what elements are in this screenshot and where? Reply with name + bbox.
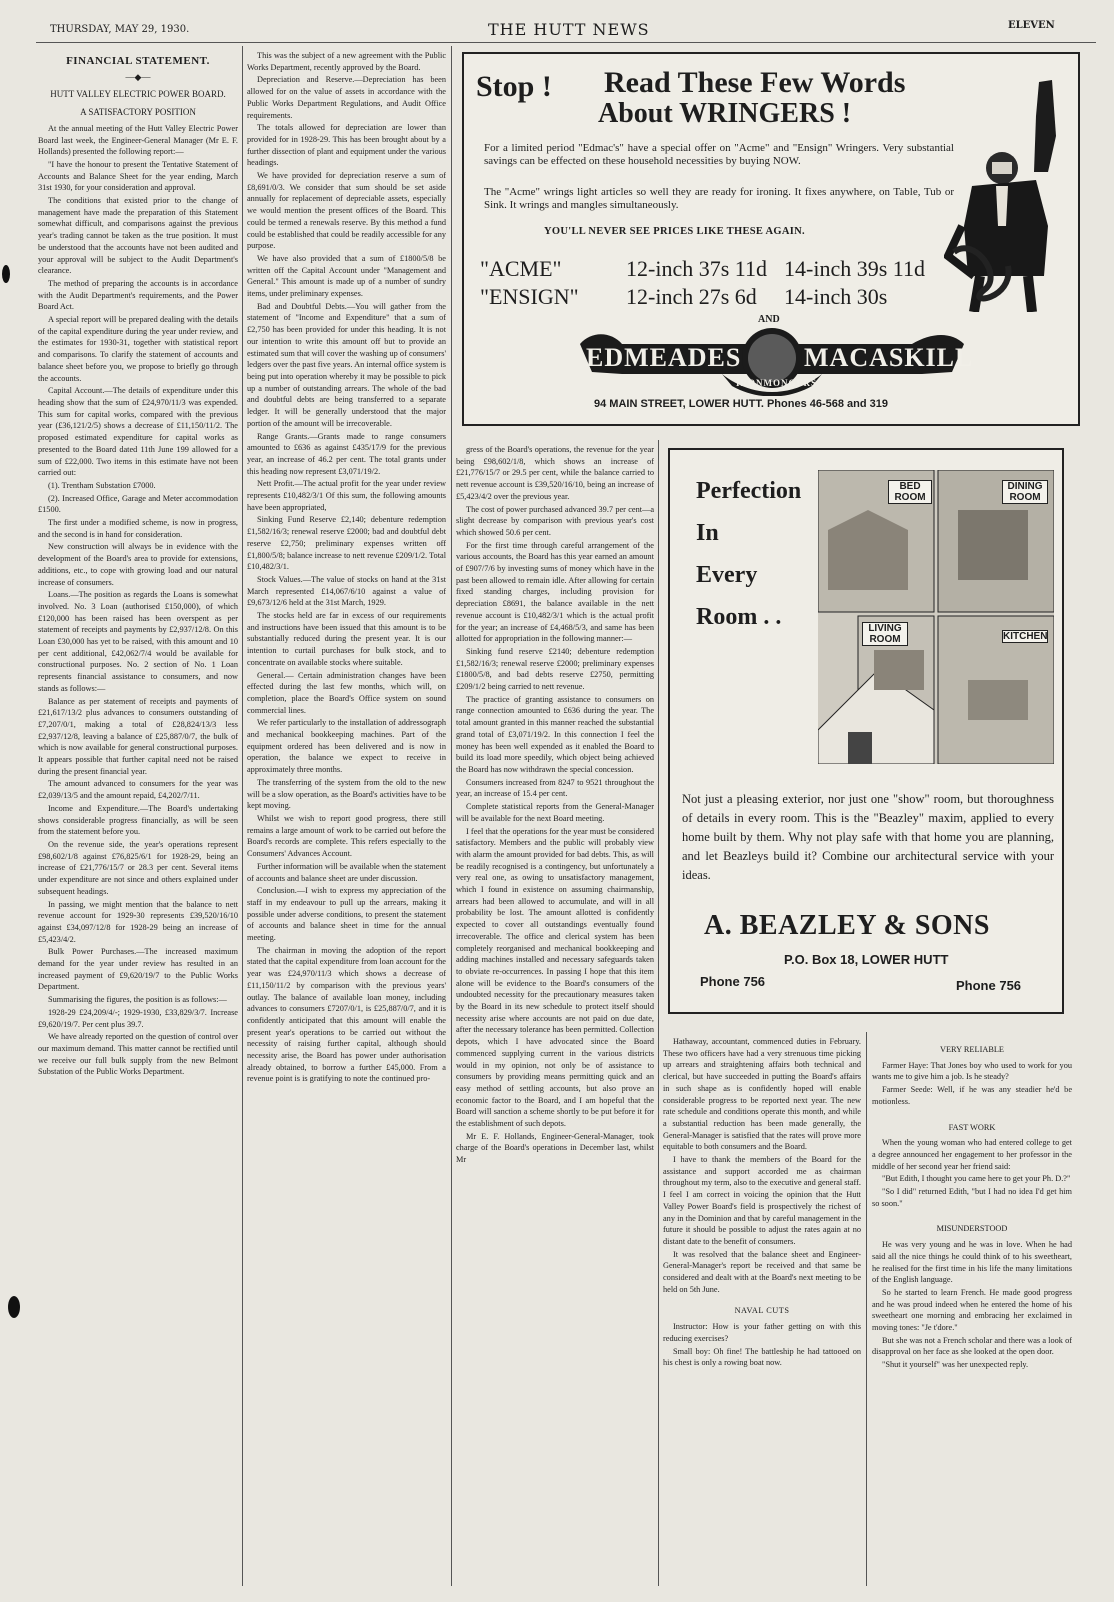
paragraph: gress of the Board's operations, the revenue for the year being £98,602/1/8, which shows an increase of £21,776/15/7 or 29.5 per cent, while the balance carried to nett revenue account is £39,520/16/10, being an increase of £5,423/4/2 over the previous year. <box>456 445 654 501</box>
price-row-acme-name: "ACME" <box>480 256 562 281</box>
masthead-date: THURSDAY, MAY 29, 1930. <box>50 24 190 35</box>
article-body-2 <box>247 50 446 1085</box>
price-row-ensign-12: 12-inch 27s 6d <box>626 284 757 309</box>
joke-line: When the young woman who had entered college to get a degree announced her engagement to her professor in the middle of her second year her friend said: <box>872 1138 1072 1171</box>
paragraph: Balance as per statement of receipts and payments of £21,617/13/2 plus advances to consumers outstanding of £7,207/0/1, making a total of £28,824/13/3 less £2,937/12/8, leaving a balance of £25,887/0/7, the bulk of which is now available for general constructional purposes. It appears possible that further capital need not be raised during the present financial year. <box>38 696 238 776</box>
column-rule <box>658 440 659 1586</box>
paragraph: The practice of granting assistance to consumers on range connection amounted to £636 during the year. The total amount granted in this manner reached the substantial grand total of £3,071/19/2. In this connection I feel the money has been well expended as it enabled the Board to build its load more speedily, which object being achieved the Board has now withdrawn the special concession. <box>456 694 654 774</box>
paragraph: We have already reported on the question of control over our maximum demand. This matter cannot be rectified until we receive our full bulk supply from the new Belmont Substation of the Public Works Department. <box>38 1032 238 1077</box>
logo-left-name: EDMEADES <box>586 343 742 372</box>
wringers-ad <box>462 52 1080 426</box>
paragraph: Further information will be available when the statement of accounts and balance sheet are under discussion. <box>247 861 446 883</box>
paragraph: (2). Increased Office, Garage and Meter accommodation £1500. <box>38 493 238 515</box>
paragraph: In passing, we might mention that the balance to nett revenue account for 1929-30 represents £39,520/16/10 against £34,097/12/8 for 1928-29 being an increase of £5,423/4/2. <box>38 899 238 944</box>
paragraph: Income and Expenditure.—The Board's undertaking shows considerable progress financially, as will be seen from the statement before you. <box>38 803 238 837</box>
beazley-phone-right: Phone 756 <box>956 978 1022 993</box>
paragraph: Sinking fund reserve £2140; debenture redemption £1,582/16/3; renewal reserve £2000; preliminary expenses £1800/5/8, and bad debts reserve £2750, permitting £209/1/2 being carried to nett revenue. <box>456 646 654 692</box>
joke-line: Farmer Seede: Well, if he was any steadier he'd be motionless. <box>872 1085 1072 1106</box>
masthead-title: THE HUTT NEWS <box>488 20 650 39</box>
paragraph: Conclusion.—I wish to express my appreciation of the staff in my endeavour to pull up the arrears, making it possible under adverse conditions, to present the statement of accounts and balance sheet in time for the annual meeting. <box>247 886 446 943</box>
paragraph: The conditions that existed prior to the change of management have made the preparation of this Statement somewhat difficult, and comparisons against the previous year's trading cannot be taken as the true position. It must be understood that the accounts have not been audited and your approval will be subject to the Audit Department's clearance. <box>38 196 238 276</box>
ad-paragraph-2: The "Acme" wrings light articles so well they are ready for ironing. It fixes anywhere, on Table, Tub or Sink. It wrings and mangles simultaneously. <box>484 186 954 211</box>
paragraph: The method of preparing the accounts is in accordance with the Audit Department's requirements, and the Power Board Act. <box>38 278 238 312</box>
article-body-4 <box>663 1036 861 1295</box>
room-label-dining: DINING ROOM <box>1002 480 1048 504</box>
joke-title: FAST WORK <box>948 1122 996 1132</box>
paragraph: The chairman in moving the adoption of the report stated that the capital expenditure from loan account for the year was £24,970/11/3 which shows a decrease of £11,150/11/2 by comparison with the previous years' outlay. The balance of available loan money, including advances to consumers £7207/0/1, is £25,887/0/7, and it is confidently anticipated that this amount will enable the present year's operations to be carried out without the necessity of raising further capital, although should necessity arise, the Board has power under authorisation already obtained, to borrow a further £45,000. From a revenue point is is gratifying to note the continued pro- <box>247 945 446 1084</box>
paragraph: (1). Trentham Substation £7000. <box>48 480 156 490</box>
paragraph: Whilst we wish to report good progress, there still remains a large amount of work to be carried out before the Board's records are complete. This refers especially to the Consumers' Advances Account. <box>247 814 446 859</box>
paragraph: Summarising the figures, the position is as follows:— <box>48 995 227 1005</box>
beazley-heading-2: In <box>696 520 719 546</box>
room-label-living: LIVING ROOM <box>862 622 908 646</box>
beazley-heading-4: Room . . <box>696 604 782 630</box>
masthead-rule <box>36 42 1096 43</box>
jokes-column <box>872 1042 1072 1588</box>
joke-line: So he started to learn French. He made good progress and he was proud indeed when he entered the home of his sweetheart one morning and embracing her exclaimed in moving tones: "Je t'dore." <box>872 1287 1072 1333</box>
price-row-ensign-name: "ENSIGN" <box>480 284 579 309</box>
paragraph: Small boy: Oh fine! The battleship he had tattooed on his chest is only a rowing boat now. <box>663 1346 861 1368</box>
paragraph: Stock Values.—The value of stocks on hand at the 31st March represented £14,067/6/10 against a value of £9,673/12/6 held at the 31st March, 1929. <box>247 574 446 608</box>
house-interior-illustration <box>818 470 1054 764</box>
paragraph: Nett Profit.—The actual profit for the year under review represents £10,482/3/1 Of this sum, the following amounts have been appropriated, <box>247 479 446 512</box>
ink-blot-left-lower <box>6 1294 22 1320</box>
beazley-heading-3: Every <box>696 562 758 588</box>
beazley-body: Not just a pleasing exterior, nor just one "show" room, but thoroughness of details in every room. This is the "Beazley" maxim, applied to every home built by them. Why not play safe with that home you are planning, and let Beazleys build it? Combine our architectural service with your ideas. <box>682 792 1054 882</box>
price-row-acme-12: 12-inch 37s 11d <box>626 256 767 281</box>
article-column-4 <box>663 1036 861 1588</box>
room-label-kitchen: KITCHEN <box>1003 631 1048 642</box>
joke-line: "But Edith, I thought you came here to get your Ph. D.?" <box>882 1174 1071 1184</box>
paragraph: It was resolved that the balance sheet and Engineer-General-Manager's report be received and that same be considered and dealt with at the Board's next meeting to be held on 5th June. <box>663 1249 861 1294</box>
price-row-ensign-14: 14-inch 30s <box>784 284 888 309</box>
paragraph: The stocks held are far in excess of our requirements and instructions have been issued that this amount is to be substantially reduced during the present year. It is our intention to curtail purchases for bulk stock, and to concentrate on available stocks where suitable. <box>247 611 446 667</box>
paragraph: Bad and Doubtful Debts.—You will gather from the statement of "Income and Expenditure" that a sum of £2,750 has been provided for under this heading. It is not our intention to write this amount off but to provide an estimated sum that will cover the washing up of consumers' ledgers over the past five years. An internal office system is being put into operation whereby it may be possible to pick up a number of outstanding arrears. The whole of the bad and doubtful debts are being transferred to a separate ledger. It will be generally understood that the major portion of the amount will be irrecoverable. <box>247 301 446 428</box>
joke-line: But she was not a French scholar and there was a look of disapproval on her face as she looked at the open door. <box>872 1335 1072 1357</box>
paragraph: "I have the honour to present the Tentative Statement of Accounts and Balance Sheet for the year ending, March 31st 1930, for your consideration and approval. <box>38 159 238 193</box>
column-rule <box>242 46 243 1586</box>
column-rule <box>451 46 452 1586</box>
beazley-heading-1: Perfection <box>696 478 802 504</box>
article-subhead-2: A SATISFACTORY POSITION <box>80 107 196 118</box>
article-subhead-1: HUTT VALLEY ELECTRIC POWER BOARD. <box>50 89 226 100</box>
article-body-3 <box>456 444 654 1166</box>
paragraph: Depreciation and Reserve.—Depreciation has been allowed for on the value of assets in accordance with the Public Works Department Regulations, and Audit Office requirements. <box>247 75 446 120</box>
ink-blot-left <box>0 262 12 286</box>
paragraph: Range Grants.—Grants made to range consumers amounted to £636 as against £435/17/9 for the previous year, an increase of 46.2 per cent. The total grants under this heading now represent £3,071/19/2. <box>247 431 446 476</box>
paragraph: On the revenue side, the year's operations represent £98,602/1/8 against £76,825/6/1 for 1928-29, being an increase of £21,776/15/7 or 28.3 per cent. Several items under expenditure are not since and others explained under subsequent headings. <box>38 840 238 896</box>
paragraph: The cost of power purchased advanced 39.7 per cent—a slight decrease by comparison with previous year's cost which showed 50.6 per cent. <box>456 504 654 537</box>
beazley-firm: A. BEAZLEY & SONS <box>704 910 990 941</box>
logo-subtitle: IRONMONGERS <box>736 378 818 388</box>
paragraph: A special report will be prepared dealing with the details of the capital expenditure during the year under review, and the estimates for 1930-31, together with statistical report and comparisons. To clarify the statement of accounts and balance sheet before you, we propose to briefly go through the accounts. <box>38 315 238 383</box>
headline-ornament: —◆— <box>125 71 151 82</box>
paragraph: We refer particularly to the installation of addressograph and mechanical bookkeeping machines. Part of the equipment ordered has been delivered and is now in operation, the balance we expect to receive in approximately three months. <box>247 718 446 775</box>
paragraph: I have to thank the members of the Board for the assistance and support accorded me as chairman throughout my term, also to the executive and general staff. I feel I am correct in voicing the opinion that the Hutt Valley Power Board's field is prospectively the richest of any in the Dominion and that by careful management in the future it should be possible to adjust the rates again at no distant date to the benefit of consumers. <box>663 1155 861 1246</box>
jokes-body <box>872 1044 1072 1371</box>
paragraph: At the annual meeting of the Hutt Valley Electric Power Board last week, the Engineer-General Manager (Mr E. F. Hollands) presented the following report:— <box>38 123 238 157</box>
naval-cuts-title: NAVAL CUTS <box>734 1306 790 1316</box>
ad-paragraph-1: For a limited period "Edmac's" have a special offer on "Acme" and "Ensign" Wringers. Very substantial savings can be effected on these household necessities by buying NOW. <box>484 142 954 167</box>
paragraph: The amount advanced to consumers for the year was £2,039/13/5 and the amount repaid, £4,202/7/11. <box>38 779 238 801</box>
beazley-box: P.O. Box 18, LOWER HUTT <box>784 952 949 967</box>
paragraph: Bulk Power Purchases.—The increased maximum demand for the year under review has resulted in an increased payment of £9,620/19/7 to the Public Works Department. <box>38 947 238 992</box>
paragraph: Mr E. F. Hollands, Engineer-General-Manager, took charge of the Board's operations in December last, whilst Mr <box>456 1131 654 1165</box>
paragraph: Instructor: How is your father getting on with this reducing exercises? <box>663 1322 861 1343</box>
paragraph: We have also provided that a sum of £1800/5/8 be written off the Capital Account under "Management and General." This amount is made up of a number of sundry items, under preliminary expenses. <box>247 253 446 299</box>
room-label-bedroom: BED ROOM <box>888 480 932 504</box>
article-body-1 <box>38 123 238 1078</box>
paragraph: We have provided for depreciation reserve a sum of £8,691/0/3. We consider that sum should be set aside annually for replacement of depreciable assets, especially we would mention the present offices of the Board. This could be termed a renewals reserve. By this method a fund could be established that could be readily accessible for any purpose. <box>247 171 446 251</box>
article-column-3 <box>456 444 654 1590</box>
paragraph: For the first time through careful arrangement of the various accounts, the Board has this year earned an amount of £907/7/6 by investing sums of money which have in the past been allowed to remain idle. After allowing for certain fixed standing charges, including provision for depreciation £8691, the balance available in the nett revenue account is £10,482/3/1 which is the actual profit for the year; an increase of £4,468/5/3, and same has been allotted for appropriation in the following manner:— <box>456 540 654 644</box>
paragraph: Complete statistical reports from the General-Manager will be available for the next Board meeting. <box>456 802 654 823</box>
paragraph: 1928-29 £24,209/4/-; 1929-1930, £33,829/3/7. Increase £9,620/19/7. Per cent plus 39.7. <box>38 1007 238 1029</box>
joke-line: Farmer Haye: That Jones boy who used to work for you wants me to give him a job. Is he steady? <box>872 1060 1072 1082</box>
paragraph: Consumers increased from 8247 to 9521 throughout the year, an increase of 15.4 per cent. <box>456 777 654 799</box>
beazley-ad <box>668 448 1064 1014</box>
beazley-phone-left: Phone 756 <box>700 974 766 989</box>
joke-line: He was very young and he was in love. When he had said all the nice things he could think of to his sweetheart, he realised for the first time in his life the many limitations of the English language. <box>872 1240 1072 1285</box>
paragraph: The first under a modified scheme, is now in progress, and the second is in hand for consideration. <box>38 518 238 539</box>
paragraph: I feel that the operations for the year must be considered satisfactory. Members and the public will probably view with alarm the amount provided for bad debts. This, as will be readily recognised is a contingency, but unfortunately a very real one, as owing to unsatisfactory management, which I found in existence on assuming chairmanship, arrears had been allowed to accumulate, and will in all probability be lost. The amount allotted is confidently expected to cover all outstandings eventually found irrecoverable. The office and clerical system has been completely reorganised and mechanical bookkeeping and adding machines installed and necessary safeguards taken to obviate re-occurrences. In passing I hope that this item alone will be evidence to the Board's consumers of the undoubted necessity for the precautionary measures taken by the Board in its new schedule to protect itself should necessity arise where accounts are not paid on due date, after the necessary tolerance has been permitted. Collection depots, which I have advocated since the Board commenced supplying current in the various districts would in my opinion, not only be of assistance to consumers by providing means permitting quick and an easy method of settling accounts, but also prove an economic factor to the Board, and I am hopeful that the Board will sanction a scheme shortly to be put before it for the establishment of such depots. <box>456 826 654 1129</box>
paragraph: General.— Certain administration changes have been effected during the last few months, which will, on completion, place the Board's Office system on sound commercial lines. <box>247 670 446 715</box>
ad-stop-heading: Stop ! <box>476 70 552 103</box>
joke-line: "Shut it yourself" was her unexpected reply. <box>882 1360 1029 1370</box>
paragraph: The transferring of the system from the old to the new will be a slow operation, as the Board's activities have to be kept moving. <box>247 777 446 811</box>
naval-cuts-body <box>663 1321 861 1369</box>
paragraph: Loans.—The position as regards the Loans is somewhat involved. No. 3 Loan (authorised £150,000), of which £120,000 has been raised has been overspent as per statement of receipts and payments by £2,937/12/8. On this Loan £30,000 has yet to be raised, with this amount and 10 per cent additional, £42,062/7/4 would be available for constructional purposes. No. 2 section of No. 1 Loan represents financial assistance to consumers, and now stands as follows:— <box>38 590 238 693</box>
ad-heading-line-2: About WRINGERS ! <box>598 98 852 129</box>
man-with-wringer-illustration <box>944 76 1068 312</box>
ad-heading-line-1: Read These Few Words <box>604 66 906 99</box>
paragraph: Capital Account.—The details of expenditure under this heading show that the sum of £24,970/11/3 was expended. This sum for capital works, compared with the previous year (£36,121/2/5) shows a decrease of £11,150/11/2. The proposed estimated expenditure for capital works as presented to the Board dated 11th June 199 allowed for a sum of £22,000. Two items in this estimate have not been carried out: <box>38 386 238 478</box>
ad-address: 94 MAIN STREET, LOWER HUTT. Phones 46-568 and 319 <box>594 398 889 410</box>
price-row-acme-14: 14-inch 39s 11d <box>784 256 925 281</box>
paragraph: New construction will always be in evidence with the development of the Board's area to provide for extensions, additions, etc., to cope with growing load and our natural increase of consumers. <box>38 542 238 587</box>
paragraph: Sinking Fund Reserve £2,140; debenture redemption £1,582/16/3; renewal reserve £2000; bad and doubtful debt reserve £2,750; preliminary expenses written off £1,800/5/8; balance increase to nett revenue £209/1/2. Total £10,482/3/1. <box>247 515 446 572</box>
article-column-2 <box>247 50 446 1590</box>
joke-title: VERY RELIABLE <box>940 1045 1004 1054</box>
paragraph: The totals allowed for depreciation are lower than provided for in 1928-29. This has been brought about by a further dissection of plant and equipment under the various headings. <box>247 123 446 168</box>
joke-line: "So I did" returned Edith, "but I had no idea I'd get him so soon." <box>872 1187 1072 1208</box>
logo-right-name: MACASKILL <box>804 343 974 372</box>
ad-never-line: YOU'LL NEVER SEE PRICES LIKE THESE AGAIN. <box>544 226 805 237</box>
article-headline: FINANCIAL STATEMENT. <box>66 55 210 67</box>
column-rule <box>866 1032 867 1586</box>
article-column-1 <box>38 50 238 1590</box>
logo-and: AND <box>758 314 780 325</box>
paragraph: Hathaway, accountant, commenced duties in February. These two officers have had a very strenuous time picking up arrears and straightening affairs both technical and clerical, but have succeeded in putting the Board's affairs in such shape as is confidently hoped will enable considerable progress to be reported next year. The new rate schedule and conditions operate this month, and while a substantial reduction has been made generally, the General-Manager is satisfied that the rates will prove more equitable to both consumers and the Board. <box>663 1037 861 1152</box>
paragraph: This was the subject of a new agreement with the Public Works Department, recently approved by the Board. <box>247 51 446 72</box>
edmeades-macaskill-logo <box>572 314 972 396</box>
joke-title: MISUNDERSTOOD <box>936 1224 1008 1234</box>
masthead-page: ELEVEN <box>1008 20 1055 31</box>
